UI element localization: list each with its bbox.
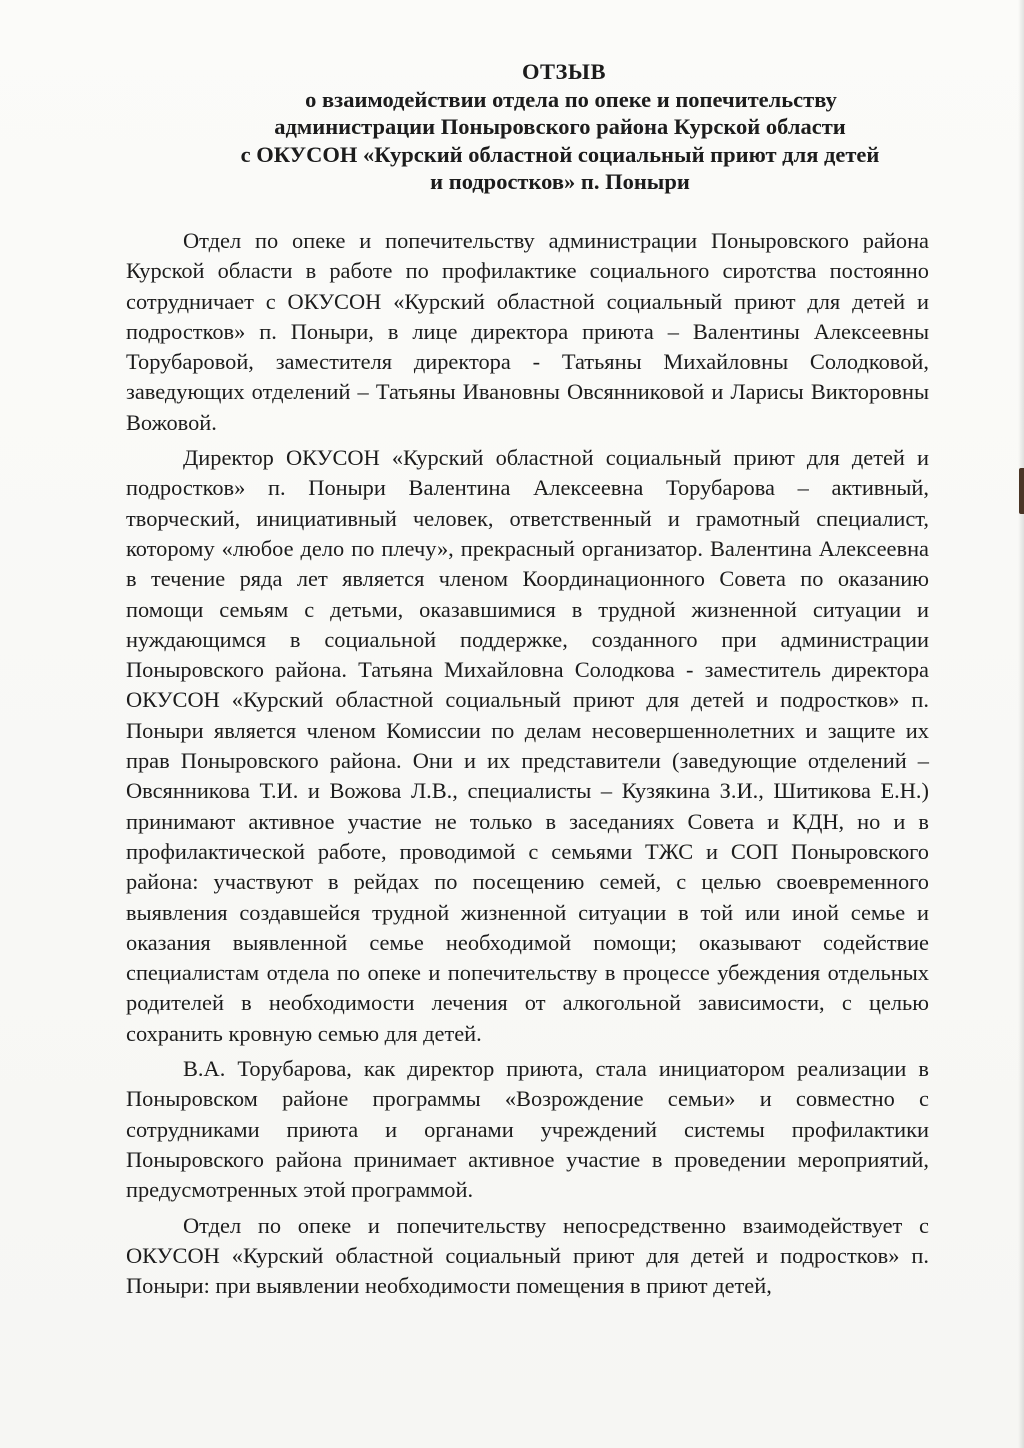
heading-line-3: с ОКУСОН «Курский областной социальный приют для детей [240, 141, 880, 167]
paragraph-2: Директор ОКУСОН «Курский областной социальный приют для детей и подростков» п. Поныри Валентина Алексеевна Торубарова – активный, творческий, инициативный человек, ответственный и грамотный специалист, которому «любое дело по плечу», прекрасный организатор. Валентина Алексеевна в течение ряда лет является членом Координационного Совета по оказанию помощи семьям с детьми, оказавшимися в трудной жизненной ситуации и нуждающимся в социальной поддержке, созданного при администрации Поныровского района. Татьяна Михайловна Солодкова - заместитель директора ОКУСОН «Курский областной социальный приют для детей и подростков» п. Поныри является членом Комиссии по делам несовершеннолетних и защите их прав Поныровского района. Они и их представители (заведующие отделений – Овсянникова Т.И. и Вожова Л.В., специалисты – Кузякина З.И., Шитикова Е.Н.) принимают активное участие не только в заседаниях Совета и КДН, но и в профилактической работе, проводимой с семьями ТЖС и СОП Поныровского района: участвуют в рейдах по посещению семей, с целью своевременного выявления создавшейся трудной жизненной ситуации в той или иной семье и оказания выявленной семье необходимой помощи; оказывают содействие специалистам отдела по опеке и попечительству в процессе убеждения отдельных родителей в необходимости лечения от алкогольной зависимости, с целью сохранить кровную семью для детей. [126, 445, 929, 1046]
heading-line-4: и подростков» п. Поныри [430, 169, 690, 194]
scan-edge-shadow [1018, 0, 1024, 1448]
document-heading [120, 58, 1000, 196]
document-body [126, 226, 929, 1306]
paragraph-1: Отдел по опеке и попечительству администрации Поныровского района Курской области в работе по профилактике социального сиротства постоянно сотрудничает с ОКУСОН «Курский областной социальный приют для детей и подростков» п. Поныри, в лице директора приюта – Валентины Алексеевны Торубаровой, заместителя директора - Татьяны Михайловны Солодковой, заведующих отделений – Татьяны Ивановны Овсянниковой и Ларисы Викторовны Вожовой. [126, 228, 929, 435]
document-title: ОТЗЫВ [522, 59, 606, 84]
paragraph-4: Отдел по опеке и попечительству непосредственно взаимодействует с ОКУСОН «Курский областной социальный приют для детей и подростков» п. Поныри: при выявлении необходимости помещения в приют детей, [126, 1212, 929, 1299]
paragraph-3: В.А. Торубарова, как директор приюта, стала инициатором реализации в Поныровском районе программы «Возрождение семьи» и совместно с сотрудниками приюта и органами учреждений системы профилактики Поныровского района принимает активное участие в проведении мероприятий, предусмотренных этой программой. [126, 1056, 929, 1203]
heading-line-2: администрации Поныровского района Курской области [274, 114, 846, 139]
heading-line-1: о взаимодействии отдела по опеке и попечительству [305, 86, 837, 112]
scan-edge-mark [1019, 468, 1024, 514]
